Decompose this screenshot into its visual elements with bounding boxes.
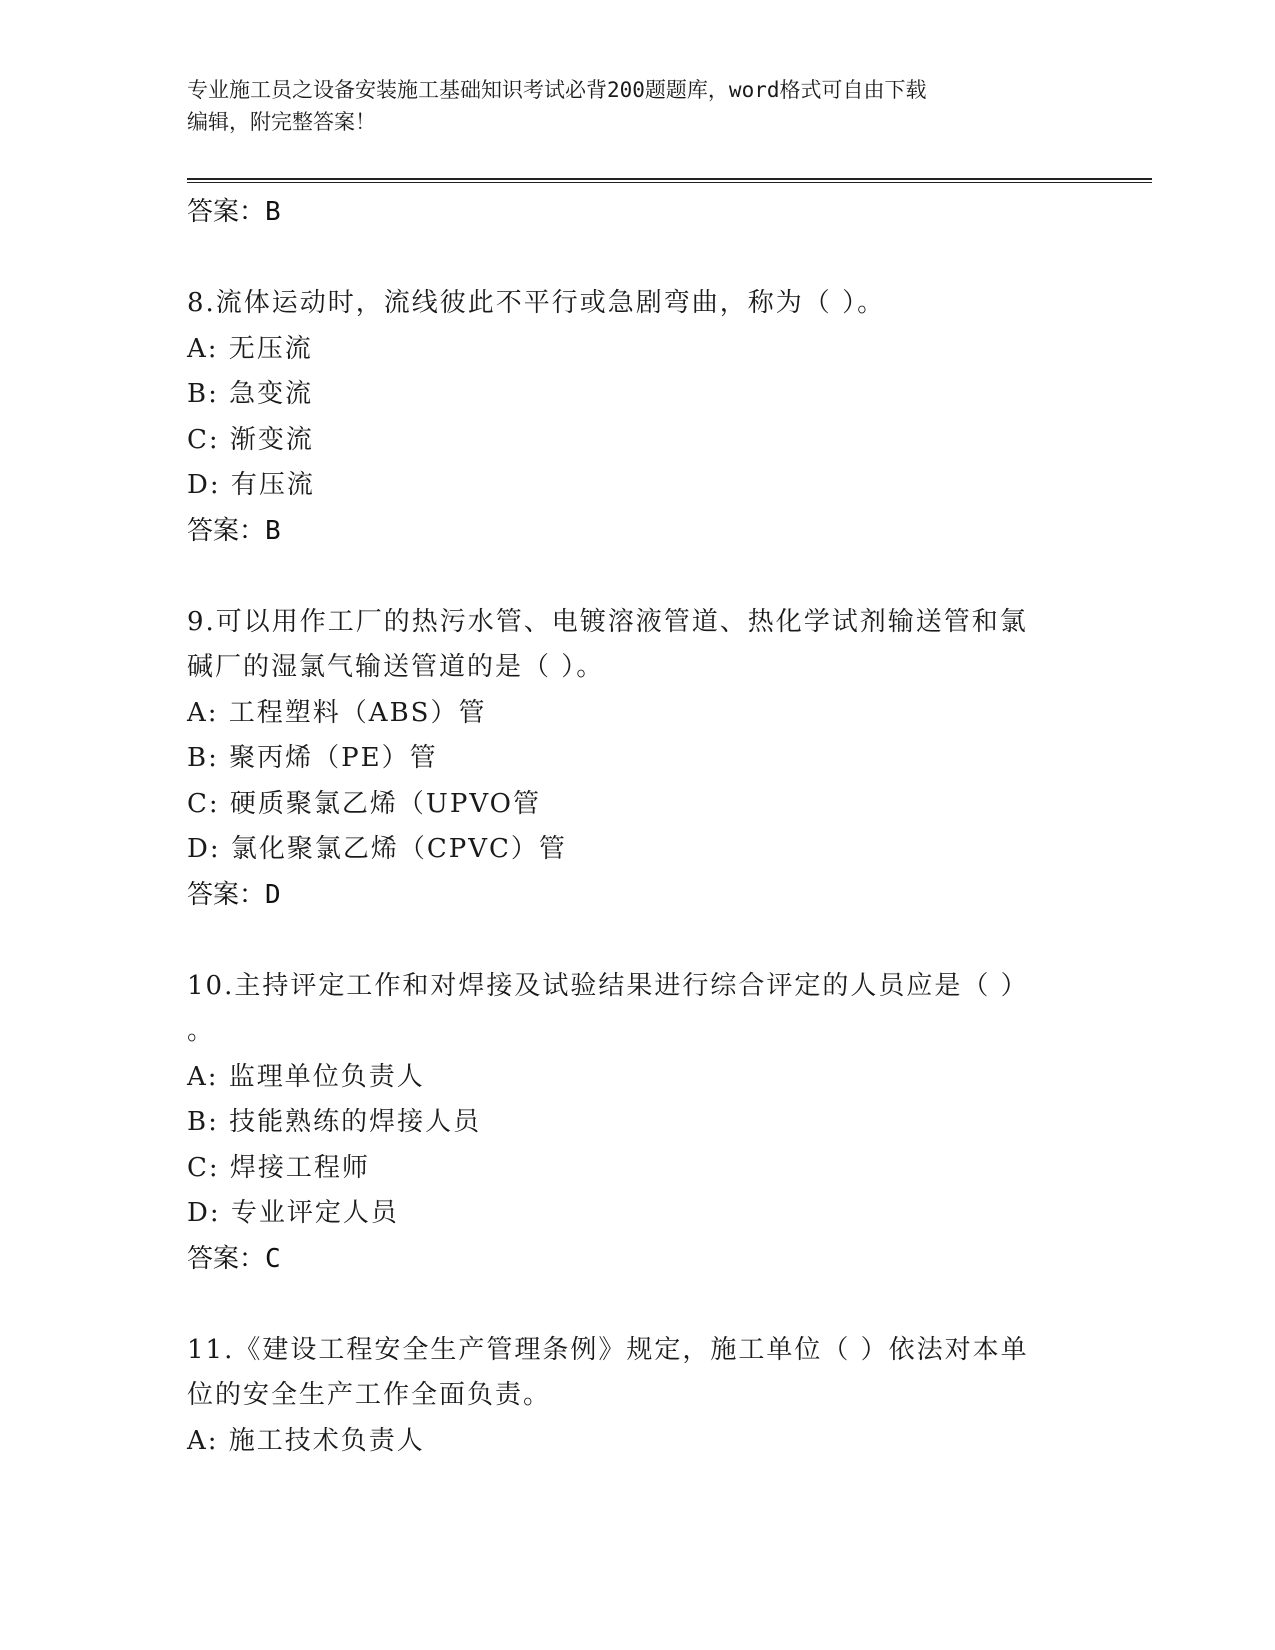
option-b: B: 技能熟练的焊接人员 <box>187 1107 482 1137</box>
header-title-line-2: 编辑，附完整答案！ <box>187 110 376 134</box>
spacer <box>187 236 1067 282</box>
question-stem: 10.主持评定工作和对焊接及试验结果进行综合评定的人员应是（ ） <box>187 970 1029 1001</box>
answer: 答案：C <box>187 1243 281 1274</box>
option-a: A: 监理单位负责人 <box>187 1061 425 1092</box>
page-header <box>187 74 1067 138</box>
question-list <box>187 190 1067 1464</box>
option-a: A: 工程塑料（ABS）管 <box>187 697 487 728</box>
option-d: D: 专业评定人员 <box>187 1198 399 1228</box>
question-11 <box>187 1328 1067 1465</box>
option-c: C: 焊接工程师 <box>187 1152 370 1183</box>
answer: 答案：D <box>187 879 281 910</box>
option-b: B: 聚丙烯（PE）管 <box>187 743 438 773</box>
option-c: C: 硬质聚氯乙烯（UPVO管 <box>187 788 541 819</box>
spacer <box>187 1282 1067 1328</box>
question-stem-continued: 位的安全生产工作全面负责。 <box>187 1380 552 1410</box>
option-a: A: 施工技术负责人 <box>187 1425 425 1456</box>
header-divider <box>187 178 1152 183</box>
question-stem-continued: 。 <box>187 1016 216 1046</box>
spacer <box>187 554 1067 600</box>
question-stem: 8.流体运动时，流线彼此不平行或急剧弯曲，称为（ ）。 <box>187 288 886 318</box>
option-b: B: 急变流 <box>187 379 314 409</box>
previous-answer: 答案：B <box>187 197 281 227</box>
question-stem-continued: 碱厂的湿氯气输送管道的是（ ）。 <box>187 652 605 682</box>
header-title-line-1: 专业施工员之设备安装施工基础知识考试必背200题题库，word格式可自由下载 <box>187 78 927 102</box>
question-10 <box>187 964 1067 1283</box>
option-a: A: 无压流 <box>187 333 313 364</box>
question-stem: 11.《建设工程安全生产管理条例》规定，施工单位（ ）依法对本单 <box>187 1334 1029 1365</box>
answer: 答案：B <box>187 515 281 546</box>
option-d: D: 有压流 <box>187 470 315 500</box>
question-stem: 9.可以用作工厂的热污水管、电镀溶液管道、热化学试剂输送管和氯 <box>187 606 1028 637</box>
spacer <box>187 918 1067 964</box>
question-8 <box>187 281 1067 554</box>
question-9 <box>187 600 1067 919</box>
option-c: C: 渐变流 <box>187 424 314 455</box>
option-d: D: 氯化聚氯乙烯（CPVC）管 <box>187 834 567 864</box>
